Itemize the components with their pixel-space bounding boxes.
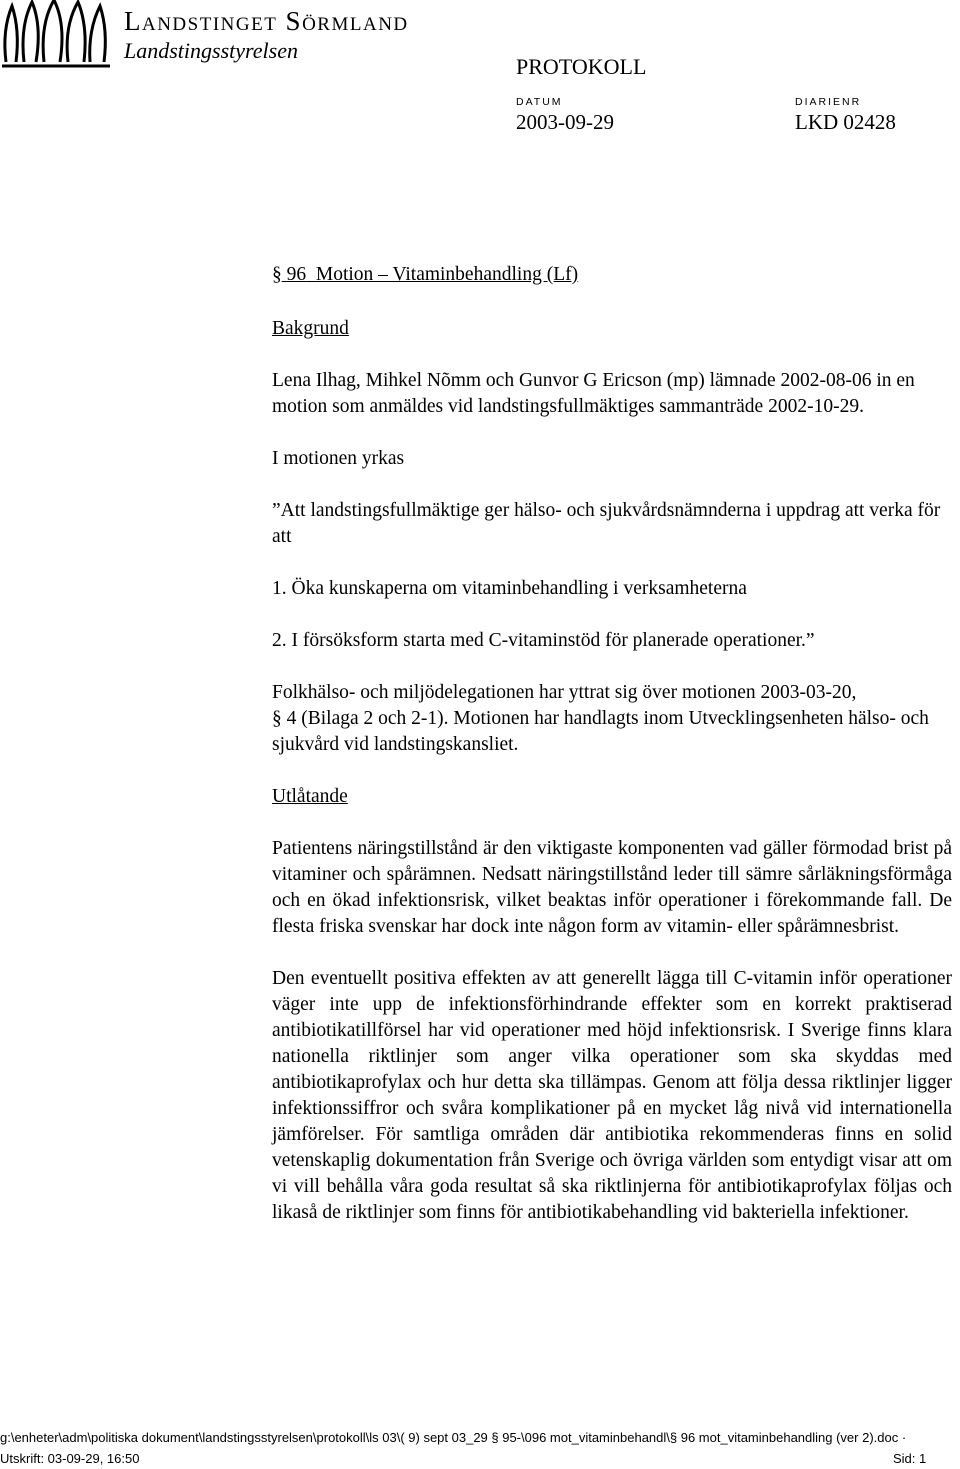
motion-item-2: 2. I försöksform starta med C-vitaminstöd för planerade operationer.” <box>272 630 815 651</box>
registration-number: LKD 02428 <box>795 110 896 134</box>
background-text: Lena Ilhag, Mihkel Nõmm och Gunvor G Ericson (mp) lämnade 2002-08-06 in en motion som anmäldes vid landstingsfullmäktiges sammanträde 2002-10-29. <box>272 370 915 417</box>
delegation-sign: § <box>272 708 282 729</box>
delegation-text <box>272 680 952 758</box>
motion-claim: ”Att landstingsfullmäktige ger hälso- och sjukvårdsnämnderna i uppdrag att verka för att <box>272 500 941 547</box>
heading-statement: Utlåtande <box>272 786 348 807</box>
date-label: DATUM <box>516 96 563 108</box>
footer-print-time: Utskrift: 03-09-29, 16:50 <box>0 1451 140 1466</box>
motion-item-1: 1. Öka kunskaperna om vitaminbehandling i verksamheterna <box>272 578 747 599</box>
landsting-logo <box>0 0 112 70</box>
document-type: PROTOKOLL <box>516 54 647 79</box>
footer-file-path: g:\enheter\adm\politiska dokument\landstingsstyrelsen\protokoll\ls 03\( 9) sept 03_29 § 95-\096 mot_vitaminbehandl\§ 96 mot_vitaminbehandling (ver 2).doc · <box>0 1430 907 1445</box>
paragraph-sign: § <box>272 264 282 285</box>
delegation-text-b: 4 (Bilaga 2 och 2-1). Motionen har handlagts inom Utvecklingsenheten hälso- och sjukvård vid landstingskansliet. <box>272 708 929 755</box>
date-value: 2003-09-29 <box>516 110 614 134</box>
registration-label: DIARIENR <box>795 96 862 108</box>
section-title-text: Motion – Vitaminbehandling (Lf) <box>315 264 579 285</box>
statement-paragraph-1: Patientens näringstillstånd är den viktigaste komponenten vad gäller förmodad brist på vitaminer och spårämnen. Nedsatt näringstillstånd leder till sämre sårläkningsförmåga och en ökad infektionsrisk, vilket beaktas inför operationer i förekommande fall. De flesta friska svenskar har dock inte någon form av vitamin- eller spårämnesbrist. <box>272 838 952 937</box>
heading-background: Bakgrund <box>272 318 349 339</box>
footer-page-number: Sid: 1 <box>893 1451 927 1466</box>
document-body <box>272 260 952 1226</box>
statement-paragraph-2: Den eventuellt positiva effekten av att generellt lägga till C-vitamin inför operationer väger inte upp de infektionsförhindrande effekter som en korrekt praktiserad antibiotikatillförsel har vid operationer med höjd infektionsrisk. I Sverige finns klara nationella riktlinjer som anger vilka operationer som ska skyddas med antibiotikaprofylax och hur detta ska tillämpas. Genom att följa dessa riktlinjer ligger infektionssiffror och svåra komplikationer på en mycket låg nivå vid internationella jämförelser. För samtliga områden där antibiotika rekommenderas finns en solid vetenskaplig dokumentation från Sverige och övriga världen som entydigt visar att om vi vill behålla våra goda resultat så ska riktlinjerna för antibiotikaprofylax följas och likaså de riktlinjer som finns för antibiotikabehandling vid bakteriella infektioner. <box>272 968 952 1223</box>
organization-subtitle: Landstingsstyrelsen <box>124 38 298 63</box>
motion-intro: I motionen yrkas <box>272 448 405 469</box>
organization-name: Landstinget Sörmland <box>124 6 409 36</box>
section-title <box>272 260 952 290</box>
delegation-text-a: Folkhälso- och miljödelegationen har yttrat sig över motionen 2003-03-20, <box>272 682 857 703</box>
section-number: 96 <box>286 264 307 285</box>
